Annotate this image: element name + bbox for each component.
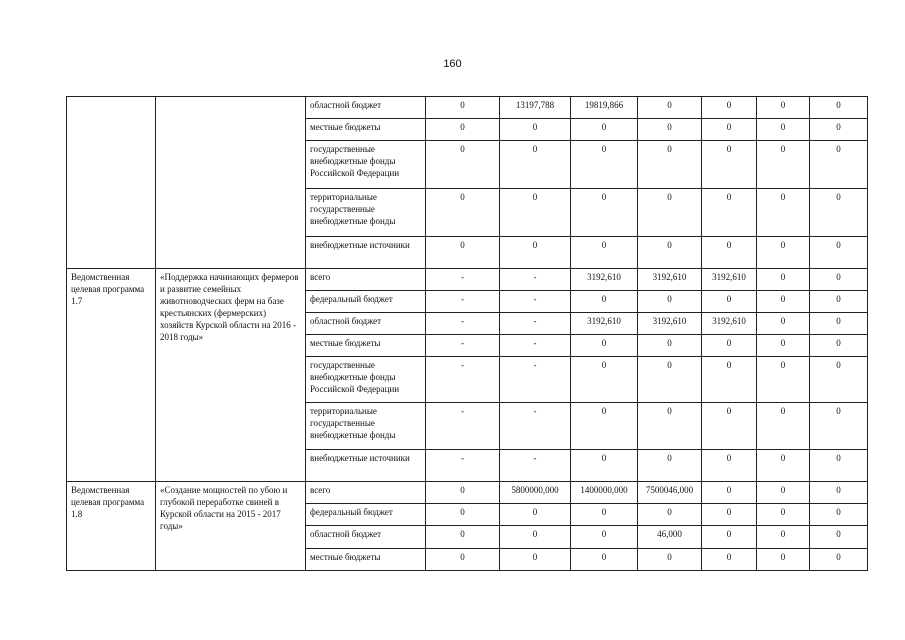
value-cell: 0 (638, 97, 702, 119)
value-cell: - (426, 313, 500, 335)
value-cell: 0 (426, 119, 500, 141)
value-cell: 0 (810, 504, 868, 526)
value-cell: - (426, 403, 500, 450)
value-cell: 0 (426, 526, 500, 549)
value-cell: 0 (426, 141, 500, 189)
value-cell: 0 (757, 313, 810, 335)
value-cell: 0 (757, 97, 810, 119)
value-cell: 0 (810, 450, 868, 482)
budget-table (66, 96, 868, 571)
value-cell: 0 (810, 119, 868, 141)
program-name: Ведомственная целевая программа 1.8 (67, 482, 156, 571)
value-cell: 0 (810, 291, 868, 313)
value-cell: 0 (571, 291, 638, 313)
value-cell: 0 (702, 549, 757, 571)
funding-source: внебюджетные источники (306, 450, 426, 482)
value-cell: 0 (571, 526, 638, 549)
value-cell: 13197,788 (500, 97, 571, 119)
value-cell: 0 (757, 269, 810, 291)
value-cell: 0 (500, 189, 571, 237)
value-cell: 0 (638, 403, 702, 450)
table-row (67, 97, 868, 119)
value-cell: 0 (810, 335, 868, 357)
value-cell: 0 (500, 526, 571, 549)
funding-source: всего (306, 482, 426, 504)
value-cell: 0 (638, 291, 702, 313)
value-cell: 0 (757, 549, 810, 571)
value-cell: 0 (500, 141, 571, 189)
value-cell: - (500, 335, 571, 357)
value-cell: 0 (571, 357, 638, 403)
value-cell: 0 (426, 189, 500, 237)
value-cell: 0 (810, 141, 868, 189)
value-cell: 0 (638, 237, 702, 269)
value-cell: 0 (757, 189, 810, 237)
value-cell: 0 (757, 504, 810, 526)
value-cell: 3192,610 (571, 269, 638, 291)
value-cell: 0 (638, 357, 702, 403)
value-cell: 0 (426, 504, 500, 526)
funding-source: всего (306, 269, 426, 291)
page-number: 160 (443, 58, 462, 70)
funding-source: федеральный бюджет (306, 504, 426, 526)
value-cell: 0 (810, 357, 868, 403)
value-cell: 0 (757, 357, 810, 403)
program-title: «Поддержка начинающих фермеров и развитие семейных животноводческих ферм на базе крестьянских (фермерских) хозяйств Курской области на 2016 - 2018 годы» (156, 269, 306, 482)
value-cell: - (426, 357, 500, 403)
value-cell: 0 (702, 482, 757, 504)
program-name: Ведомственная целевая программа 1.7 (67, 269, 156, 482)
value-cell: 0 (500, 504, 571, 526)
value-cell: 0 (571, 237, 638, 269)
funding-source: государственные внебюджетные фонды Российской Федерации (306, 357, 426, 403)
value-cell: 0 (571, 403, 638, 450)
value-cell: 3192,610 (702, 313, 757, 335)
value-cell: 0 (810, 189, 868, 237)
value-cell: - (426, 291, 500, 313)
value-cell: 0 (571, 335, 638, 357)
funding-source: областной бюджет (306, 313, 426, 335)
value-cell: 0 (426, 237, 500, 269)
value-cell: - (426, 269, 500, 291)
value-cell: 5800000,000 (500, 482, 571, 504)
table-row (67, 482, 868, 504)
value-cell: 3192,610 (702, 269, 757, 291)
value-cell: 0 (500, 549, 571, 571)
value-cell: 0 (500, 237, 571, 269)
program-title-cell (156, 97, 306, 269)
value-cell: 0 (810, 549, 868, 571)
value-cell: 0 (757, 141, 810, 189)
value-cell: 0 (426, 97, 500, 119)
value-cell: 0 (702, 141, 757, 189)
funding-source: государственные внебюджетные фонды Российской Федерации (306, 141, 426, 189)
value-cell: 0 (702, 291, 757, 313)
value-cell: 0 (810, 97, 868, 119)
value-cell: 0 (638, 450, 702, 482)
funding-source: областной бюджет (306, 526, 426, 549)
value-cell: 0 (571, 549, 638, 571)
value-cell: 0 (810, 526, 868, 549)
value-cell: 3192,610 (571, 313, 638, 335)
value-cell: 0 (702, 357, 757, 403)
funding-source: местные бюджеты (306, 119, 426, 141)
value-cell: 7500046,000 (638, 482, 702, 504)
funding-source: областной бюджет (306, 97, 426, 119)
value-cell: 0 (810, 482, 868, 504)
value-cell: 0 (757, 450, 810, 482)
program-cell (67, 97, 156, 269)
value-cell: 0 (702, 526, 757, 549)
value-cell: 0 (571, 504, 638, 526)
program-title: «Создание мощностей по убою и глубокой переработке свиней в Курской области на 2015 - 2017 годы» (156, 482, 306, 571)
value-cell: 0 (638, 549, 702, 571)
value-cell: 0 (702, 237, 757, 269)
value-cell: 0 (757, 335, 810, 357)
value-cell: 0 (426, 482, 500, 504)
value-cell: 0 (702, 450, 757, 482)
value-cell: 0 (571, 189, 638, 237)
value-cell: 3192,610 (638, 269, 702, 291)
funding-source: внебюджетные источники (306, 237, 426, 269)
value-cell: 0 (426, 549, 500, 571)
value-cell: 0 (757, 403, 810, 450)
value-cell: 0 (638, 119, 702, 141)
value-cell: - (426, 335, 500, 357)
value-cell: - (500, 450, 571, 482)
value-cell: 0 (810, 269, 868, 291)
value-cell: 0 (638, 189, 702, 237)
value-cell: - (500, 269, 571, 291)
value-cell: 0 (702, 189, 757, 237)
value-cell: 0 (810, 237, 868, 269)
value-cell: 0 (571, 141, 638, 189)
value-cell: - (500, 291, 571, 313)
value-cell: 0 (500, 119, 571, 141)
funding-source: местные бюджеты (306, 335, 426, 357)
value-cell: 0 (757, 291, 810, 313)
value-cell: 0 (702, 119, 757, 141)
value-cell: 0 (638, 141, 702, 189)
value-cell: 46,000 (638, 526, 702, 549)
value-cell: 0 (571, 450, 638, 482)
table-row (67, 269, 868, 291)
value-cell: 1400000,000 (571, 482, 638, 504)
value-cell: - (500, 357, 571, 403)
value-cell: 0 (757, 482, 810, 504)
value-cell: 3192,610 (638, 313, 702, 335)
value-cell: - (500, 313, 571, 335)
value-cell: 0 (702, 97, 757, 119)
value-cell: - (500, 403, 571, 450)
value-cell: 0 (810, 403, 868, 450)
value-cell: 0 (757, 237, 810, 269)
value-cell: 0 (638, 335, 702, 357)
funding-source: территориальные государственные внебюджетные фонды (306, 403, 426, 450)
value-cell: 0 (757, 526, 810, 549)
value-cell: 0 (702, 504, 757, 526)
value-cell: 0 (571, 119, 638, 141)
funding-source: территориальные государственные внебюджетные фонды (306, 189, 426, 237)
value-cell: 0 (702, 403, 757, 450)
value-cell: 0 (702, 335, 757, 357)
value-cell: 19819,866 (571, 97, 638, 119)
value-cell: - (426, 450, 500, 482)
funding-source: федеральный бюджет (306, 291, 426, 313)
value-cell: 0 (757, 119, 810, 141)
value-cell: 0 (638, 504, 702, 526)
funding-source: местные бюджеты (306, 549, 426, 571)
value-cell: 0 (810, 313, 868, 335)
